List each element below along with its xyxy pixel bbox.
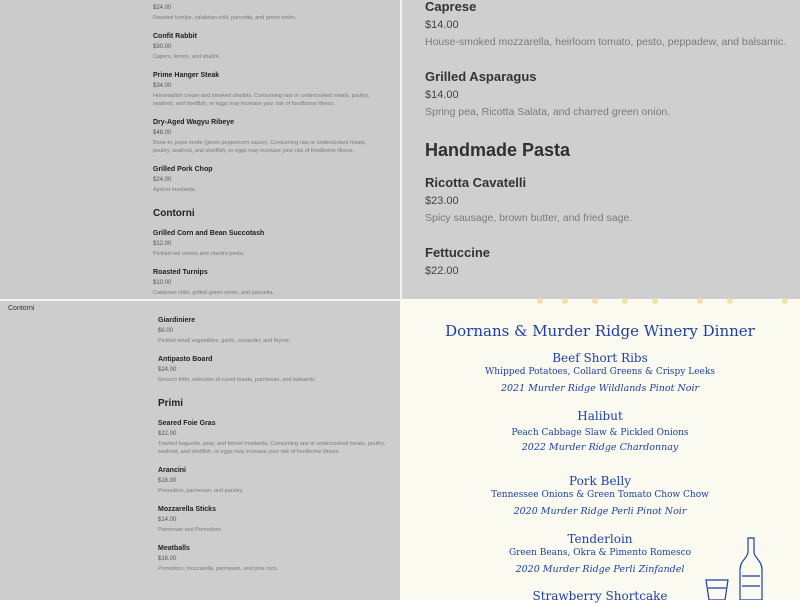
menu-item xyxy=(153,32,383,61)
menu-item xyxy=(158,355,388,384)
vertical-divider xyxy=(400,0,402,300)
horizontal-divider xyxy=(0,299,400,301)
course-sides: Peach Cabbage Slaw & Pickled Onions xyxy=(511,428,689,438)
item-price: $30.00 xyxy=(153,44,172,50)
item-name: Meatballs xyxy=(158,545,190,552)
decorative-dot-border xyxy=(400,296,800,306)
item-name: Roasted Turnips xyxy=(153,269,208,276)
winery-dinner-card xyxy=(400,300,800,603)
course-name: Beef Short Ribs xyxy=(552,351,648,365)
course-wine: 2021 Murder Ridge Wildlands Pinot Noir xyxy=(500,383,700,394)
menu-item xyxy=(425,245,795,278)
menu-column-top-right xyxy=(425,0,795,298)
menu-item xyxy=(158,505,388,534)
item-price: $6.00 xyxy=(158,328,174,334)
item-name: Confit Rabbit xyxy=(153,33,197,40)
item-price: $12.00 xyxy=(153,241,172,247)
item-price: $23.00 xyxy=(425,195,459,207)
item-price: $24.00 xyxy=(153,177,172,183)
course-name: Tenderloin xyxy=(567,532,633,546)
course-wine: 2020 Murder Ridge Perli Pinot Noir xyxy=(513,506,687,517)
menu-item xyxy=(425,69,795,119)
item-name: Ricotta Cavatelli xyxy=(425,175,527,190)
wine-bottle-and-glass-illustration xyxy=(700,536,770,600)
item-description: Toasted baguette, pear, and fennel mostarda. Consuming raw or undercooked meats, poultry, seafood, and shellfish, or eggs may increase your risk of foodborne illness. xyxy=(158,441,386,455)
item-name: Antipasto Board xyxy=(158,356,213,363)
menu-item xyxy=(158,466,388,495)
menu-item xyxy=(153,4,383,22)
item-description: Spicy sausage, brown butter, and fried sage. xyxy=(425,212,633,224)
course-block xyxy=(400,351,800,396)
course-name: Pork Belly xyxy=(568,474,631,488)
item-name: Mozzarella Sticks xyxy=(158,506,216,513)
item-name: Grilled Corn and Bean Succotash xyxy=(153,230,265,237)
item-description: Spring pea, Ricotta Salata, and charred green onion. xyxy=(425,106,671,118)
menu-item xyxy=(153,229,383,258)
menu-column-top-left xyxy=(153,2,383,307)
item-price: $34.00 xyxy=(153,83,172,89)
panel-label: Contorni xyxy=(8,305,35,312)
menu-item xyxy=(153,71,383,108)
item-name: Giardiniere xyxy=(158,317,195,324)
item-price: $14.00 xyxy=(158,517,177,523)
dinner-title: Dornans & Murder Ridge Winery Dinner xyxy=(445,322,755,340)
item-description: Pickled small vegetables, garlic, coriander, and thyme. xyxy=(158,338,291,344)
menu-item xyxy=(425,0,795,49)
menu-column-bottom-left xyxy=(158,316,388,583)
item-description: Bone-in, pepe verde (green peppercorn sauce). Consuming raw or undercooked meats, poultry, seafood, and shellfish, or eggs may increase your risk of foodborne illness. xyxy=(153,140,367,154)
course-sides: Green Beans, Okra & Pimento Romesco xyxy=(508,548,692,558)
item-price: $16.00 xyxy=(158,556,177,562)
course-name: Strawberry Shortcake xyxy=(532,589,668,603)
menu-item xyxy=(158,419,388,456)
item-name: Caprese xyxy=(425,0,477,14)
course-sides: Whipped Potatoes, Collard Greens & Crispy Leeks xyxy=(485,367,715,377)
item-description: House-smoked mozzarella, heirloom tomato, pesto, peppadew, and balsamic. xyxy=(425,36,787,48)
course-block xyxy=(400,409,800,455)
item-name: Prime Hanger Steak xyxy=(153,72,220,79)
course-name: Halibut xyxy=(577,409,623,423)
course-sides: Tennessee Onions & Green Tomato Chow Chow xyxy=(491,490,709,500)
item-price: $24.00 xyxy=(158,367,177,373)
menu-item xyxy=(158,544,388,573)
menu-item xyxy=(158,316,388,345)
item-price: $22.00 xyxy=(158,431,177,437)
section-heading-primi: Primi xyxy=(158,398,184,409)
item-description: Pomodoro, parmesan, and parsley. xyxy=(158,488,244,494)
item-name: Dry-Aged Wagyu Ribeye xyxy=(153,119,235,126)
course-wine: 2022 Murder Ridge Chardonnay xyxy=(521,442,679,453)
item-description: Roasted turnips, calabrian chili, pancetta, and green onion. xyxy=(153,15,297,21)
section-heading-contorni: Contorni xyxy=(153,208,195,219)
course-block xyxy=(400,474,800,519)
item-description: Parmesan and Pomodoro. xyxy=(158,527,223,533)
item-name: Arancini xyxy=(158,467,187,474)
item-name: Seared Foie Gras xyxy=(158,420,216,427)
item-price: $10.00 xyxy=(153,280,172,286)
item-price: $14.00 xyxy=(425,19,459,31)
item-price: $24.00 xyxy=(153,5,172,11)
item-price: $48.00 xyxy=(153,130,172,136)
item-description: Pickled red onions and cilantro pesto. xyxy=(153,251,245,257)
section-heading-handmade-pasta: Handmade Pasta xyxy=(425,140,571,160)
item-price: $16.00 xyxy=(158,478,177,484)
item-description: Pomodoro, mozzarella, parmesan, and pine nuts. xyxy=(158,566,279,572)
item-description: Calabrian chile, grilled green onion, and pancetta. xyxy=(153,290,275,296)
menu-item xyxy=(153,118,383,155)
item-name: Grilled Asparagus xyxy=(425,69,537,84)
course-wine: 2020 Murder Ridge Perli Zinfandel xyxy=(515,564,685,575)
item-description: Gnocco fritto, selection of cured meats, parmesan, and balsamic. xyxy=(158,377,317,383)
item-name: Fettuccine xyxy=(425,245,491,260)
menu-item xyxy=(153,165,383,194)
item-price: $14.00 xyxy=(425,89,459,101)
item-price: $22.00 xyxy=(425,265,459,277)
item-description: Horseradish cream and smoked shallots. Consuming raw or undercooked meats, poultry, seafood, and shellfish, or eggs may increase your risk of foodborne illness. xyxy=(153,93,370,107)
menu-item xyxy=(425,175,795,225)
menu-item xyxy=(153,268,383,297)
item-name: Grilled Pork Chop xyxy=(153,166,213,173)
item-description: Capers, lemon, and shallot. xyxy=(153,54,220,60)
item-description: Apricot mostarda. xyxy=(153,187,197,193)
